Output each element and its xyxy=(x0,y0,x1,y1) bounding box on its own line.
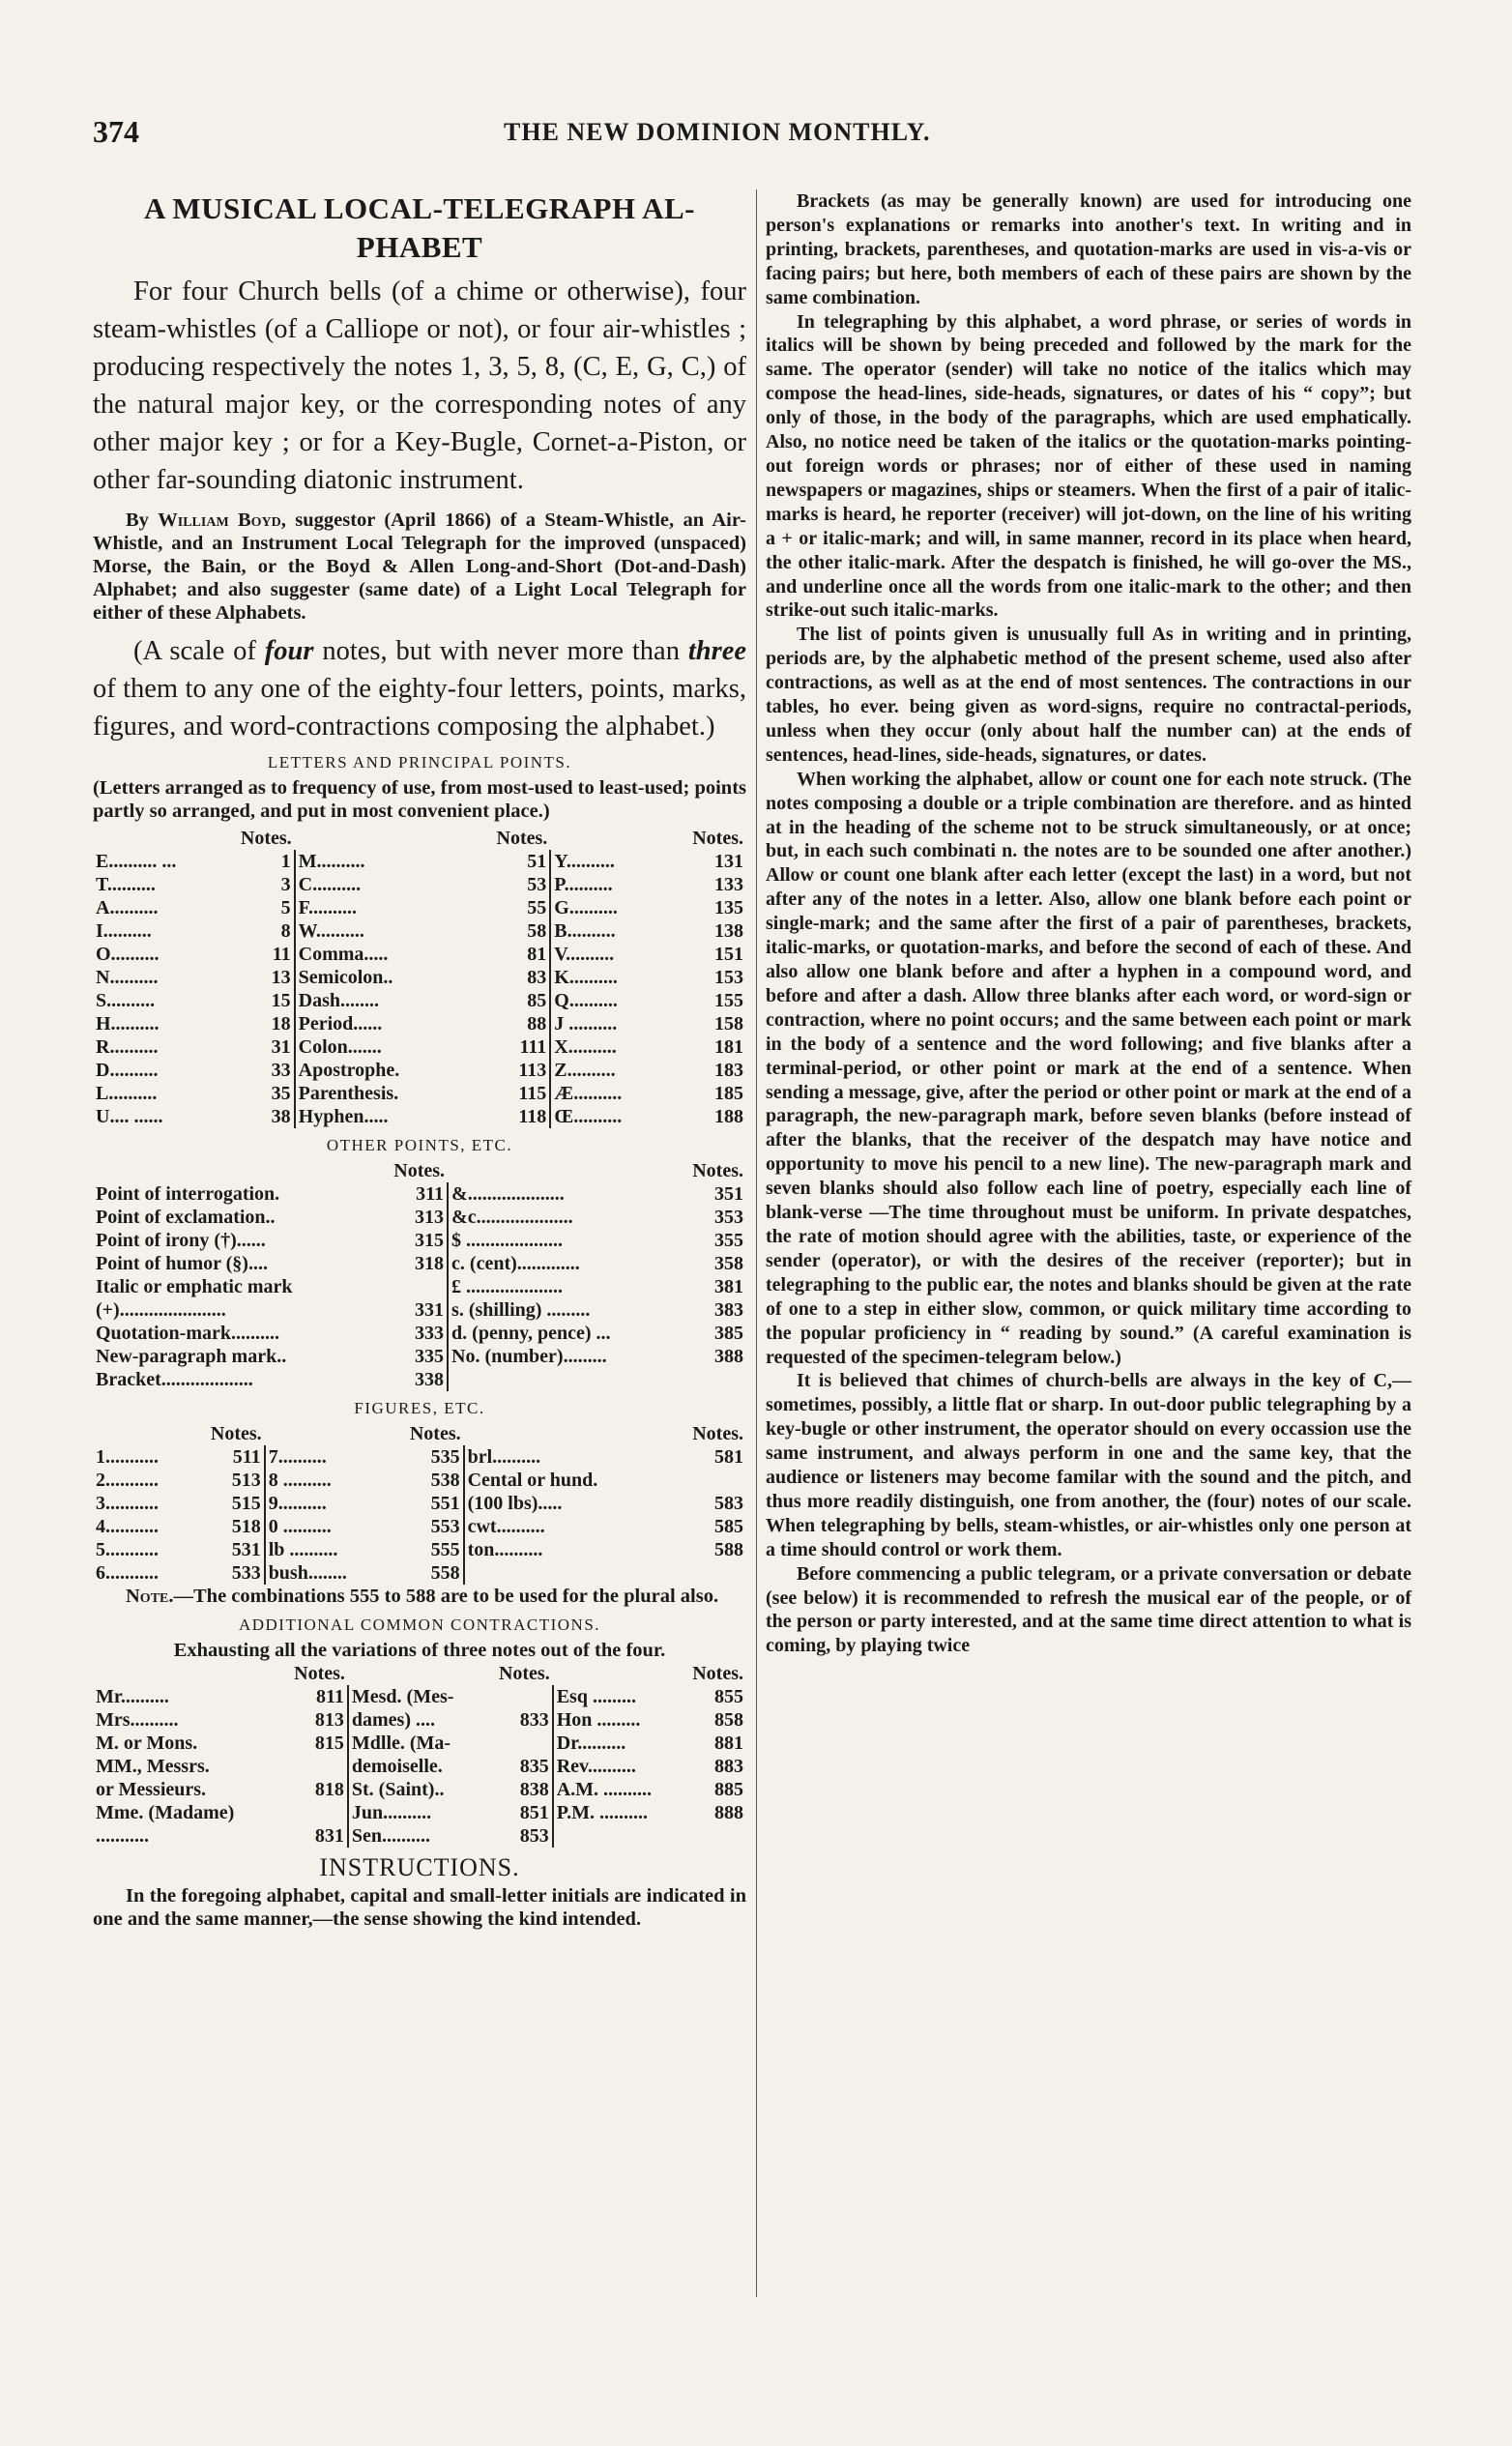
table-cell-notes: 338 xyxy=(415,1369,445,1390)
other-points-table xyxy=(93,1159,746,1391)
table-cell-notes: 383 xyxy=(714,1299,743,1321)
table-cell-label: Mesd. (Mes- xyxy=(348,1685,502,1708)
table-cell-label: 0 .......... xyxy=(265,1515,405,1538)
letters-table xyxy=(93,827,746,1128)
intro-paragraph: For four Church bells (of a chime or otherwise), four steam-whistles (of a Calliope or not), or four air-whistles ; producing respectively the notes 1, 3, 5, 8, (C, E, G, C,) of the natural major key, or the corresponding notes of any other major key ; or for a Key-Bugle, Cornet-a-Piston, or other far-sounding diatonic instrument. xyxy=(93,277,746,495)
paragraph-points: The list of points given is unusually full As in writing and in printing, periods are, by the alphabetic method of the present scheme, used also after contractions, as well as at the end of most sentences. The contractions in our tables, ho ever. being given as word-signs, require no contractal-periods, unless when they occur (only about half the number can) at the ends of sentences, head-lines, side-heads, signatures, or dates. xyxy=(766,624,1411,766)
table-row xyxy=(93,1182,746,1206)
table-row xyxy=(93,873,746,896)
table-cell-label: D.......... xyxy=(96,1060,159,1081)
table-cell-notes: 553 xyxy=(430,1516,460,1537)
table-cell-label: O.......... xyxy=(96,944,160,965)
table-row xyxy=(93,943,746,966)
table-row xyxy=(93,1368,746,1391)
figures-note-label: Note. xyxy=(126,1586,174,1607)
table-cell-label: bush........ xyxy=(265,1561,405,1585)
table-cell-notes: 311 xyxy=(416,1183,445,1205)
table-cell-notes: 53 xyxy=(527,874,547,895)
table-cell-label: Rev.......... xyxy=(553,1755,697,1778)
table-cell-label: $ .................... xyxy=(448,1229,694,1252)
table-cell-label: F.......... xyxy=(295,896,488,919)
table-cell-notes: 813 xyxy=(314,1709,344,1731)
table-cell-label: Esq ......... xyxy=(553,1685,697,1708)
table-cell-label: Italic or emphatic mark xyxy=(96,1276,293,1297)
table-cell-notes: 535 xyxy=(430,1446,460,1468)
table-cell-notes: 513 xyxy=(231,1470,261,1491)
table-cell-notes: 1 xyxy=(280,851,291,872)
notes-header: Notes. xyxy=(210,1423,262,1444)
right-column xyxy=(766,189,1411,1658)
table-row xyxy=(93,966,746,989)
table-cell-label: 8 .......... xyxy=(265,1469,405,1492)
table-cell-label: Z.......... xyxy=(550,1059,683,1082)
table-cell-notes xyxy=(502,1685,552,1708)
table-row xyxy=(93,1059,746,1082)
table-cell-label: Dash........ xyxy=(295,989,488,1012)
page-number: 374 xyxy=(93,114,139,149)
table-cell-label: K.......... xyxy=(550,966,683,989)
table-row xyxy=(93,1298,746,1322)
table-cell-notes: 385 xyxy=(714,1323,743,1344)
notes-header: Notes. xyxy=(393,1160,446,1181)
title-line-2: PHABET xyxy=(356,230,483,264)
table-cell-notes: 815 xyxy=(314,1733,344,1754)
table-row xyxy=(93,1538,746,1561)
table-cell-label: lb .......... xyxy=(265,1538,405,1561)
table-cell-notes: 885 xyxy=(714,1779,743,1800)
page-header xyxy=(93,114,1446,153)
column-divider xyxy=(756,189,757,2297)
table-cell-label: V.......... xyxy=(550,943,683,966)
table-cell-notes: 851 xyxy=(519,1802,549,1823)
table-cell-notes: 511 xyxy=(232,1446,261,1468)
table-row xyxy=(93,1561,746,1585)
table-cell-label: M. or Mons. xyxy=(96,1733,198,1754)
table-cell-label: Jun.......... xyxy=(348,1801,502,1824)
notes-header: Notes. xyxy=(496,828,548,849)
table-cell-notes: 555 xyxy=(430,1539,460,1560)
notes-header: Notes. xyxy=(409,1423,461,1444)
table-cell-label: St. (Saint).. xyxy=(348,1778,502,1801)
table-cell-label: 5........... xyxy=(96,1539,159,1560)
table-row xyxy=(93,1778,746,1801)
table-cell-label: Point of exclamation.. xyxy=(96,1207,276,1228)
letters-section-title: LETTERS AND PRINCIPAL POINTS. xyxy=(267,753,572,772)
table-cell-label: S.......... xyxy=(96,990,156,1011)
table-cell-label: New-paragraph mark.. xyxy=(96,1346,287,1367)
table-cell-notes: 31 xyxy=(271,1036,291,1058)
table-row xyxy=(93,1322,746,1345)
table-cell-label: c. (cent)............. xyxy=(448,1252,694,1275)
byline-by: By xyxy=(126,510,159,531)
table-cell-notes: 151 xyxy=(714,944,743,965)
table-cell-label: Period...... xyxy=(295,1012,488,1035)
table-cell-label: Sen.......... xyxy=(348,1824,502,1848)
table-cell-label: or Messieurs. xyxy=(96,1779,207,1800)
notes-header: Notes. xyxy=(692,1423,743,1444)
table-cell-label: d. (penny, pence) ... xyxy=(448,1322,694,1345)
table-cell-label: cwt.......... xyxy=(464,1515,689,1538)
table-cell-notes: 581 xyxy=(714,1446,743,1468)
table-row xyxy=(93,1755,746,1778)
contractions-title: ADDITIONAL COMMON CONTRACTIONS. xyxy=(238,1616,601,1634)
table-cell-notes xyxy=(689,1561,746,1585)
table-cell-label: P.M. .......... xyxy=(553,1801,697,1824)
byline-paragraph xyxy=(93,509,746,625)
table-row xyxy=(93,919,746,943)
table-cell-label: 2........... xyxy=(96,1470,159,1491)
table-cell-notes: 538 xyxy=(430,1470,460,1491)
table-row xyxy=(93,1229,746,1252)
table-row xyxy=(93,1445,746,1469)
table-cell-notes: 351 xyxy=(714,1183,743,1205)
contractions-note: Exhausting all the variations of three notes out of the four. xyxy=(173,1640,666,1661)
table-row xyxy=(93,1252,746,1275)
notes-header: Notes. xyxy=(692,1160,743,1181)
table-cell-label: MM., Messrs. xyxy=(96,1756,210,1777)
table-cell-notes: 38 xyxy=(271,1106,291,1127)
contractions-table xyxy=(93,1662,746,1848)
table-cell-notes xyxy=(694,1368,746,1391)
table-row xyxy=(93,1206,746,1229)
table-cell-label: T.......... xyxy=(96,874,156,895)
table-cell-notes xyxy=(297,1801,347,1824)
table-cell-notes: 331 xyxy=(415,1299,445,1321)
table-cell-label: W.......... xyxy=(295,919,488,943)
table-cell-notes: 83 xyxy=(527,967,547,988)
paragraph-brackets: Brackets (as may be generally known) are used for introducing one person's explanations or remarks into another's text. In writing and in printing, brackets, parentheses, and quotation-marks are used in vis-a-vis or facing pairs; but here, both members of each of these pairs are shown by the same combination. xyxy=(766,190,1411,308)
table-cell-label: Colon....... xyxy=(295,1035,488,1059)
table-cell-notes: 518 xyxy=(231,1516,261,1537)
scale-text-b: notes, but with never more than xyxy=(313,636,688,666)
instructions-title: INSTRUCTIONS. xyxy=(319,1853,520,1881)
table-cell-notes: 15 xyxy=(271,990,291,1011)
table-cell-label xyxy=(553,1824,697,1848)
table-cell-notes: 888 xyxy=(714,1802,743,1823)
notes-header: Notes. xyxy=(294,1663,345,1684)
table-cell-notes: 115 xyxy=(518,1083,547,1104)
notes-header: Notes. xyxy=(692,1663,743,1684)
table-cell-label: I.......... xyxy=(96,920,152,942)
table-cell-label: demoiselle. xyxy=(348,1755,502,1778)
table-cell-notes: 155 xyxy=(714,990,743,1011)
table-cell-notes: 185 xyxy=(714,1083,743,1104)
table-cell-notes: 35 xyxy=(271,1083,291,1104)
paragraph-before: Before commencing a public telegram, or a private conversation or debate (see below) it is recommended to refresh the musical ear of the people, or of the person or party interested, and at the same time direct attention to what is coming, by playing twice xyxy=(766,1562,1411,1657)
table-row xyxy=(93,1469,746,1492)
table-cell-label: (+)...................... xyxy=(96,1299,226,1321)
table-cell-label: ........... xyxy=(96,1825,149,1847)
table-row xyxy=(93,1708,746,1732)
table-cell-label: 1........... xyxy=(96,1446,159,1468)
byline-author: William Boyd xyxy=(158,510,281,531)
table-cell-label: Point of humor (§).... xyxy=(96,1253,268,1274)
table-cell-label: Comma..... xyxy=(295,943,488,966)
table-cell-label: Point of irony (†)...... xyxy=(96,1230,266,1251)
table-cell-notes: 58 xyxy=(527,920,547,942)
table-row xyxy=(93,1275,746,1298)
paragraph-italics: In telegraphing by this alphabet, a word phrase, or series of words in italics will be shown by being preceded and followed by the mark for the same. The operator (sender) will take no notice of the italics which may compose the head-lines, side-heads, signatures, or dates of his “ copy”; but only of those, in the body of the paragraphs, which are used emphatically. Also, no notice need be taken of the italics or the quotation-marks pointing-out foreign words or phrases; nor of either of these used in naming newspapers or magazines, ships or steamers. When the first of a pair of italic-marks is heard, he reporter (receiver) will jot-down, on the line of his writing a + or italic-mark; and will, in same manner, record in its place when heard, the other italic-mark. After the despatch is finished, he will go-over the MS., and underline once all the words from one italic-mark to the other; and then strike-out such italic-marks. xyxy=(766,310,1411,622)
table-cell-label: Quotation-mark.......... xyxy=(96,1323,279,1344)
table-row xyxy=(93,1732,746,1755)
table-cell-notes: 3 xyxy=(280,874,291,895)
table-cell-notes: 135 xyxy=(714,897,743,918)
table-row xyxy=(93,1492,746,1515)
table-cell-notes: 183 xyxy=(714,1060,743,1081)
table-cell-label: Apostrophe. xyxy=(295,1059,488,1082)
table-cell-notes: 11 xyxy=(272,944,291,965)
table-cell-label: Mr.......... xyxy=(96,1686,169,1707)
table-cell-label: dames) .... xyxy=(348,1708,502,1732)
table-cell-notes: 853 xyxy=(519,1825,549,1847)
table-cell-label: Mme. (Madame) xyxy=(96,1802,235,1823)
table-cell-notes: 18 xyxy=(271,1013,291,1034)
table-cell-notes: 55 xyxy=(527,897,547,918)
table-cell-notes: 835 xyxy=(519,1756,549,1777)
table-cell-notes: 318 xyxy=(415,1253,445,1274)
table-cell-label: 9.......... xyxy=(265,1492,405,1515)
table-row xyxy=(93,1824,746,1848)
table-row xyxy=(93,1685,746,1708)
table-cell-notes: 315 xyxy=(415,1230,445,1251)
scale-four: four xyxy=(264,636,314,666)
table-cell-label: L.......... xyxy=(96,1083,158,1104)
table-cell-notes: 118 xyxy=(518,1106,547,1127)
table-row xyxy=(93,1012,746,1035)
table-cell-label: E.......... ... xyxy=(96,851,177,872)
table-cell-label: Bracket................... xyxy=(96,1369,253,1390)
table-cell-notes: 333 xyxy=(415,1323,445,1344)
table-cell-notes xyxy=(502,1732,552,1755)
table-cell-label: J .......... xyxy=(550,1012,683,1035)
table-cell-notes: 355 xyxy=(714,1230,743,1251)
table-cell-label: Mdlle. (Ma- xyxy=(348,1732,502,1755)
table-cell-notes: 85 xyxy=(527,990,547,1011)
table-cell-notes: 531 xyxy=(231,1539,261,1560)
scale-paragraph xyxy=(93,632,746,745)
table-row xyxy=(93,850,746,873)
table-cell-label: Hon ......... xyxy=(553,1708,697,1732)
table-cell-notes xyxy=(689,1469,746,1492)
table-cell-notes: 883 xyxy=(714,1756,743,1777)
table-cell-label: Æ.......... xyxy=(550,1082,683,1105)
table-cell-label: Dr.......... xyxy=(553,1732,697,1755)
table-cell-notes: 881 xyxy=(714,1733,743,1754)
notes-header: Notes. xyxy=(498,1663,550,1684)
table-cell-label: &c.................... xyxy=(448,1206,694,1229)
scale-text-c: of them to any one of the eighty-four letters, points, marks, figures, and word-contractions composing the alphabet.) xyxy=(93,674,746,742)
table-cell-label: N.......... xyxy=(96,967,159,988)
table-cell-notes xyxy=(394,1275,448,1298)
table-cell-notes: 138 xyxy=(714,920,743,942)
table-cell-notes: 855 xyxy=(714,1686,743,1707)
article-title xyxy=(93,189,746,267)
table-cell-label: Œ.......... xyxy=(550,1105,683,1128)
table-cell-notes xyxy=(297,1755,347,1778)
table-cell-notes xyxy=(697,1824,746,1848)
table-cell-label: A.......... xyxy=(96,897,159,918)
table-cell-label: 4........... xyxy=(96,1516,159,1537)
table-cell-label: Point of interrogation. xyxy=(96,1183,280,1205)
table-cell-notes: 533 xyxy=(231,1562,261,1584)
table-cell-notes: 335 xyxy=(415,1346,445,1367)
table-cell-label: Parenthesis. xyxy=(295,1082,488,1105)
title-line-1: A MUSICAL LOCAL-TELEGRAPH AL- xyxy=(143,191,695,225)
scale-three: three xyxy=(687,636,746,666)
table-cell-label: 3........... xyxy=(96,1493,159,1514)
table-cell-label xyxy=(448,1368,694,1391)
table-cell-label: Mrs.......... xyxy=(96,1709,179,1731)
table-row xyxy=(93,1082,746,1105)
table-cell-label: B.......... xyxy=(550,919,683,943)
table-cell-notes: 153 xyxy=(714,967,743,988)
scale-text-a: (A scale of xyxy=(133,636,265,666)
table-cell-notes: 585 xyxy=(714,1516,743,1537)
table-cell-label: U.... ...... xyxy=(96,1106,163,1127)
table-cell-label: 7.......... xyxy=(265,1445,405,1469)
left-column xyxy=(93,189,746,1931)
table-cell-notes: 313 xyxy=(415,1207,445,1228)
paragraph-working: When working the alphabet, allow or count one for each note struck. (The notes composing a double or a triple combination are therefore. and as hinted at in the heading of the scheme not to be struck simultaneously, or at once; but, in each such combinati n. the notes are to be sounded one after another.) Allow or count one blank after each letter (except the last) in a word, but not after any of the notes in a letter. Also, allow one blank before each point or single-mark; and the same after the first of a pair of parentheses, brackets, italic-marks, or quotation-marks, and before the second of each of these. And also allow one blank before and after a hyphen in a compound word, and before and after a dash. Allow three blanks after each word, or word-sign or contraction, where no point occurs; and the same between each point or mark in the body of a sentence and the word following; and five blanks after a terminal-period, or other point or mark at the end of a sentence. When sending a message, give, after the period or other point or mark at the end of a paragraph, the new-paragraph mark, before seven blanks (before instead of after the blanks, that the receiver of the despatch may have notice and opportunity to move his pencil to a new line). The new-paragraph mark and seven blanks should also follow each line of poetry, especially each line of blank-verse —The time throughout must be uniform. In private despatches, the rate of motion should agree with the abilities, taste, or experience of the sender (operator), or with the desires of the receiver (reporter); but in telegraphing to the public ear, the notes and blanks should be given at the rate of one to a step in either slow, common, or quick military time according to the popular proficiency in “ reading by sound.” (A careful examination is requested of the specimen-telegram below.) xyxy=(766,768,1411,1368)
table-cell-notes: 833 xyxy=(519,1709,549,1731)
table-cell-label: (100 lbs)..... xyxy=(464,1492,689,1515)
table-cell-notes: 188 xyxy=(714,1106,743,1127)
table-cell-notes: 158 xyxy=(714,1013,743,1034)
table-cell-label: Hyphen..... xyxy=(295,1105,488,1128)
letters-note: (Letters arranged as to frequency of use, from most-used to least-used; points partly so arranged, and put in most convenient place.) xyxy=(93,777,746,822)
table-cell-notes: 33 xyxy=(271,1060,291,1081)
table-cell-label: H.......... xyxy=(96,1013,160,1034)
table-cell-label: Cental or hund. xyxy=(464,1469,689,1492)
table-cell-notes: 838 xyxy=(519,1779,549,1800)
table-cell-label: X.......... xyxy=(550,1035,683,1059)
table-cell-notes: 358 xyxy=(714,1253,743,1274)
table-row xyxy=(93,1801,746,1824)
other-points-title: OTHER POINTS, ETC. xyxy=(326,1136,513,1154)
figures-note-text: —The combinations 555 to 588 are to be used for the plural also. xyxy=(173,1586,719,1607)
table-cell-notes: 583 xyxy=(714,1493,743,1514)
table-cell-notes: 111 xyxy=(519,1036,547,1058)
table-cell-notes: 388 xyxy=(714,1346,743,1367)
table-cell-label: R.......... xyxy=(96,1036,159,1058)
table-cell-label: s. (shilling) ......... xyxy=(448,1298,694,1322)
table-row xyxy=(93,896,746,919)
running-title: THE NEW DOMINION MONTHLY. xyxy=(504,118,931,146)
table-cell-notes: 131 xyxy=(714,851,743,872)
table-cell-notes: 588 xyxy=(714,1539,743,1560)
table-row xyxy=(93,1105,746,1128)
paragraph-chimes: It is believed that chimes of church-bells are always in the key of C,—sometimes, possibly, a little flat or sharp. In out-door public telegraphing by a key-bugle or other instrument, the operator should on every occassion use the same instrument, and always perform in one and the same key, that the audience or listeners may become familar with the sound and the pitch, and thus more readily distinguish, one from another, the (four) notes of our scale. When telegraphing by bells, steam-whistles, or air-whistles only one person at a time should control or work them. xyxy=(766,1370,1411,1560)
notes-header: Notes. xyxy=(240,828,292,849)
table-row xyxy=(93,1035,746,1059)
table-row xyxy=(93,1345,746,1368)
table-cell-label: A.M. .......... xyxy=(553,1778,697,1801)
table-cell-label: ton.......... xyxy=(464,1538,689,1561)
table-cell-notes: 133 xyxy=(714,874,743,895)
table-cell-notes: 81 xyxy=(527,944,547,965)
table-row xyxy=(93,1515,746,1538)
byline-rest: , suggestor (April 1866) of a Steam-Whistle, an Air-Whistle, and an Instrument Local Telegraph for the improved (unspaced) Morse, the Bain, or the Boyd & Allen Long-and-Short (Dot-and-Dash) Alphabet; and also suggester (same date) of a Light Local Telegraph for either of these Alphabets. xyxy=(93,510,746,624)
table-cell-label: Y.......... xyxy=(550,850,683,873)
figures-table xyxy=(93,1422,746,1585)
figures-note xyxy=(93,1585,746,1608)
table-cell-label: 6........... xyxy=(96,1562,159,1584)
table-cell-label: £ .................... xyxy=(448,1275,694,1298)
table-cell-label: M.......... xyxy=(295,850,488,873)
figures-title: FIGURES, ETC. xyxy=(354,1399,485,1417)
table-cell-notes: 113 xyxy=(518,1060,547,1081)
table-cell-notes: 551 xyxy=(430,1493,460,1514)
notes-header: Notes. xyxy=(692,828,743,849)
table-cell-label: &.................... xyxy=(448,1182,694,1206)
table-cell-notes: 181 xyxy=(714,1036,743,1058)
table-cell-notes: 818 xyxy=(314,1779,344,1800)
table-row xyxy=(93,989,746,1012)
table-cell-notes: 353 xyxy=(714,1207,743,1228)
table-cell-label: P.......... xyxy=(550,873,683,896)
table-cell-notes: 13 xyxy=(271,967,291,988)
table-cell-label xyxy=(464,1561,689,1585)
table-cell-label: brl.......... xyxy=(464,1445,689,1469)
table-cell-notes: 858 xyxy=(714,1709,743,1731)
table-cell-notes: 88 xyxy=(527,1013,547,1034)
table-cell-notes: 558 xyxy=(430,1562,460,1584)
table-cell-label: Q.......... xyxy=(550,989,683,1012)
table-cell-notes: 8 xyxy=(280,920,291,942)
table-cell-label: G.......... xyxy=(550,896,683,919)
table-cell-notes: 515 xyxy=(231,1493,261,1514)
table-cell-notes: 811 xyxy=(315,1686,344,1707)
table-cell-notes: 5 xyxy=(280,897,291,918)
table-cell-notes: 831 xyxy=(314,1825,344,1847)
table-cell-label: C.......... xyxy=(295,873,488,896)
instructions-paragraph: In the foregoing alphabet, capital and small-letter initials are indicated in one and the same manner,—the sense showing the kind intended. xyxy=(93,1885,746,1930)
table-cell-label: Semicolon.. xyxy=(295,966,488,989)
table-cell-notes: 381 xyxy=(714,1276,743,1297)
table-cell-notes: 51 xyxy=(527,851,547,872)
table-cell-label: No. (number)......... xyxy=(448,1345,694,1368)
